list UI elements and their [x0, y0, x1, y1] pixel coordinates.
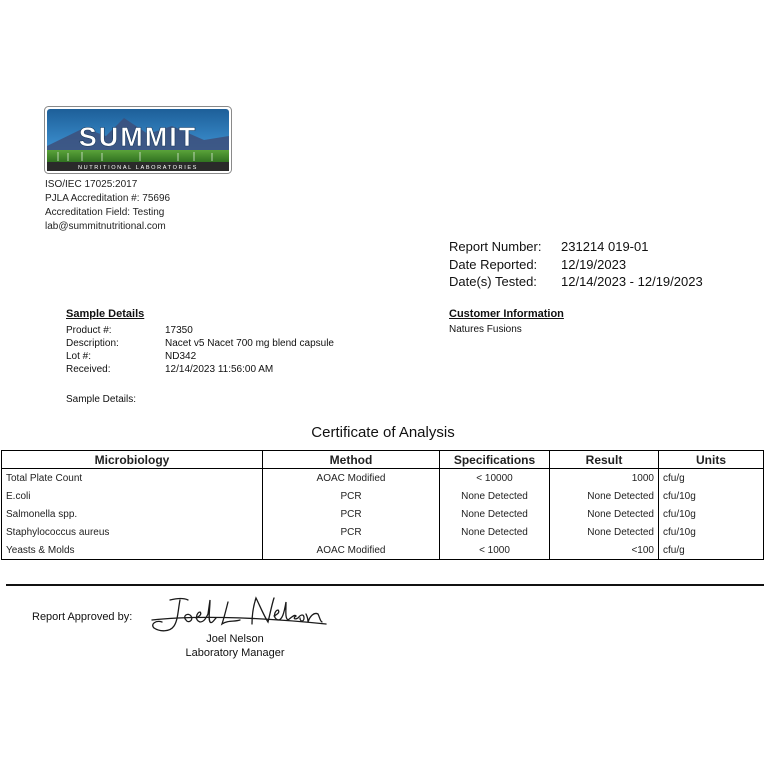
cell-method: AOAC Modified [263, 541, 440, 560]
cell-result: <100 [550, 541, 659, 560]
approved-by-label: Report Approved by: [32, 611, 133, 623]
cell-method: AOAC Modified [263, 469, 440, 488]
received-row [66, 363, 334, 376]
lot-value: ND342 [165, 351, 197, 362]
signer-name: Joel Nelson [206, 633, 264, 645]
logo-title: SUMMIT [78, 122, 198, 152]
lot-row [66, 350, 334, 363]
cell-result: None Detected [550, 505, 659, 523]
header-method: Method [263, 451, 440, 469]
customer-name: Natures Fusions [449, 324, 522, 335]
table-row [2, 469, 764, 488]
description-label: Description: [66, 338, 119, 349]
lab-email: lab@summitnutritional.com [45, 221, 166, 232]
cell-units: cfu/g [659, 469, 764, 488]
signer-role: Laboratory Manager [185, 647, 285, 659]
header-result: Result [550, 451, 659, 469]
cell-result: None Detected [550, 523, 659, 541]
customer-information-title: Customer Information [449, 308, 564, 320]
cell-specification: None Detected [440, 505, 550, 523]
cell-test: Yeasts & Molds [2, 541, 263, 560]
date-reported: 12/19/2023 [561, 256, 627, 272]
table-row [2, 505, 764, 523]
dates-tested-label: Date(s) Tested: [449, 274, 537, 289]
report-number-label: Report Number: [449, 239, 542, 254]
cell-units: cfu/g [659, 541, 764, 560]
sample-details-note: Sample Details: [66, 394, 137, 405]
summit-logo [44, 106, 232, 174]
cell-test: Salmonella spp. [2, 505, 263, 523]
cell-result: 1000 [550, 469, 659, 488]
lab-info [45, 178, 170, 234]
header-microbiology: Microbiology [2, 451, 263, 469]
header-specifications: Specifications [440, 451, 550, 469]
results-table [1, 450, 764, 560]
product-label: Product #: [66, 325, 112, 336]
dates-tested: 12/14/2023 - 12/19/2023 [561, 274, 703, 289]
description-row [66, 337, 334, 350]
product-value: 17350 [165, 325, 193, 336]
cell-units: cfu/10g [659, 487, 764, 505]
certificate-title: Certificate of Analysis [311, 424, 455, 441]
cell-specification: < 10000 [440, 469, 550, 488]
cell-specification: None Detected [440, 523, 550, 541]
header-units: Units [659, 451, 764, 469]
cell-test: Staphylococcus aureus [2, 523, 263, 541]
cell-test: E.coli [2, 487, 263, 505]
table-row [2, 487, 764, 505]
report-number-row [449, 238, 703, 256]
product-row [66, 324, 334, 337]
signature [148, 594, 330, 636]
cell-test: Total Plate Count [2, 469, 263, 488]
received-value: 12/14/2023 11:56:00 AM [165, 364, 274, 375]
lab-accreditation: PJLA Accreditation #: 75696 [45, 193, 171, 204]
lab-iso: ISO/IEC 17025:2017 [45, 179, 138, 190]
date-reported-label: Date Reported: [449, 256, 538, 272]
table-header-row [2, 451, 764, 469]
customer-information [449, 308, 564, 335]
logo-subtitle: NUTRITIONAL LABORATORIES [77, 165, 199, 171]
date-reported-row [449, 256, 703, 274]
lot-label: Lot #: [66, 351, 92, 362]
cell-result: None Detected [550, 487, 659, 505]
sample-details [66, 308, 334, 376]
cell-specification: None Detected [440, 487, 550, 505]
cell-method: PCR [263, 487, 440, 505]
table-row [2, 523, 764, 541]
received-label: Received: [66, 364, 111, 375]
cell-units: cfu/10g [659, 505, 764, 523]
cell-specification: < 1000 [440, 541, 550, 560]
lab-field: Accreditation Field: Testing [45, 207, 165, 218]
cell-method: PCR [263, 505, 440, 523]
signer-block [160, 632, 310, 660]
dates-tested-row [449, 273, 703, 291]
divider [6, 584, 764, 586]
table-row [2, 541, 764, 560]
description-value: Nacet v5 Nacet 700 mg blend capsule [165, 338, 334, 349]
cell-method: PCR [263, 523, 440, 541]
cell-units: cfu/10g [659, 523, 764, 541]
report-number: 231214 019-01 [561, 239, 649, 254]
report-meta [449, 238, 703, 291]
sample-details-title: Sample Details [66, 308, 145, 320]
